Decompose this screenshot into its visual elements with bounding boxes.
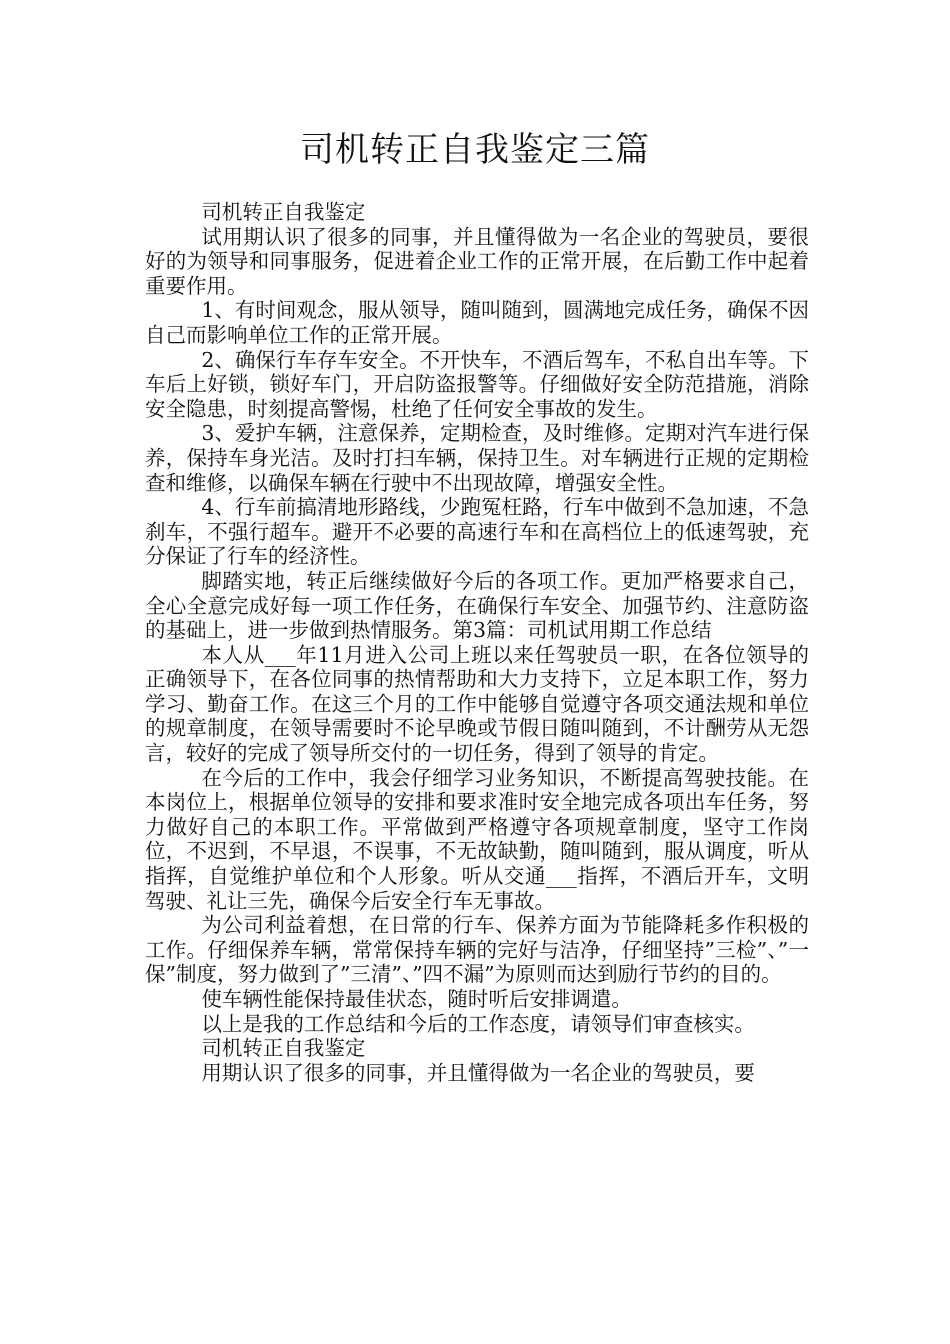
paragraph: 2、确保行车存车安全。不开快车，不酒后驾车，不私自出车等。下车后上好锁，锁好车门，开启防盗报警等。仔细做好安全防范措施，消除安全隐患，时刻提高警惕，杜绝了任何安全事故的发生。 [145, 347, 809, 421]
paragraph: 用期认识了很多的同事，并且懂得做为一名企业的驾驶员，要 [201, 1060, 755, 1085]
paragraph: 脚踏实地，转正后继续做好今后的各项工作。更加严格要求自己，全心全意完成好每一项工作任务，在确保行车安全、加强节约、注意防盗的基础上，进一步做到热情服务。第3篇：司机试用期工作总结 [145, 568, 809, 643]
document-title: 司机转正自我鉴定三篇 [300, 130, 650, 170]
document-body [145, 200, 809, 1085]
paragraph: 使车辆性能保持最佳状态，随时听后安排调遣。 [201, 987, 632, 1011]
paragraph: 以上是我的工作总结和今后的工作态度，请领导们审查核实。 [201, 1011, 755, 1036]
paragraph: 在今后的工作中，我会仔细学习业务知识，不断提高驾驶技能。在本岗位上，根据单位领导的安排和要求准时安全地完成各项出车任务，努力做好自己的本职工作。平常做到严格遵守各项规章制度，坚守工作岗位，不迟到，不早退，不误事，不无故缺勤，随叫随到，服从调度，听从指挥，自觉维护单位和个人形象。听从交通___指挥，不酒后开车，文明驾驶、礼让三先，确保今后安全行车无事故。 [145, 765, 809, 913]
paragraph: 4、行车前搞清地形路线，少跑冤枉路，行车中做到不急加速，不急刹车，不强行超车。避开不必要的高速行车和在高档位上的低速驾驶，充分保证了行车的经济性。 [145, 495, 809, 569]
section-heading: 司机转正自我鉴定 [201, 200, 366, 224]
paragraph: 本人从___年11月进入公司上班以来任驾驶员一职，在各位领导的正确领导下，在各位同事的热情帮助和大力支持下，立足本职工作，努力学习、勤奋工作。在这三个月的工作中能够自觉遵守各项交通法规和单位的规章制度，在领导需要时不论早晚或节假日随叫随到，不计酬劳从无怨言，较好的完成了领导所交付的一切任务，得到了领导的肯定。 [145, 642, 809, 766]
paragraph: 试用期认识了很多的同事，并且懂得做为一名企业的驾驶员，要很好的为领导和同事服务，促进着企业工作的正常开展，在后勤工作中起着重要作用。 [145, 224, 809, 298]
paragraph: 3、爱护车辆，注意保养，定期检查，及时维修。定期对汽车进行保养，保持车身光洁。及时打扫车辆，保持卫生。对车辆进行正规的定期检查和维修，以确保车辆在行驶中不出现故障，增强安全性。 [145, 421, 809, 495]
section-heading: 司机转正自我鉴定 [201, 1036, 366, 1061]
paragraph: 1、有时间观念，服从领导，随叫随到，圆满地完成任务，确保不因自己而影响单位工作的正常开展。 [145, 298, 809, 347]
paragraph: 为公司利益着想，在日常的行车、保养方面为节能降耗多作积极的工作。仔细保养车辆，常常保持车辆的完好与洁净，仔细坚持”三检”、”一保”制度，努力做到了”三清”、”四不漏”为原则而达到励行节约的目的。 [145, 913, 809, 987]
